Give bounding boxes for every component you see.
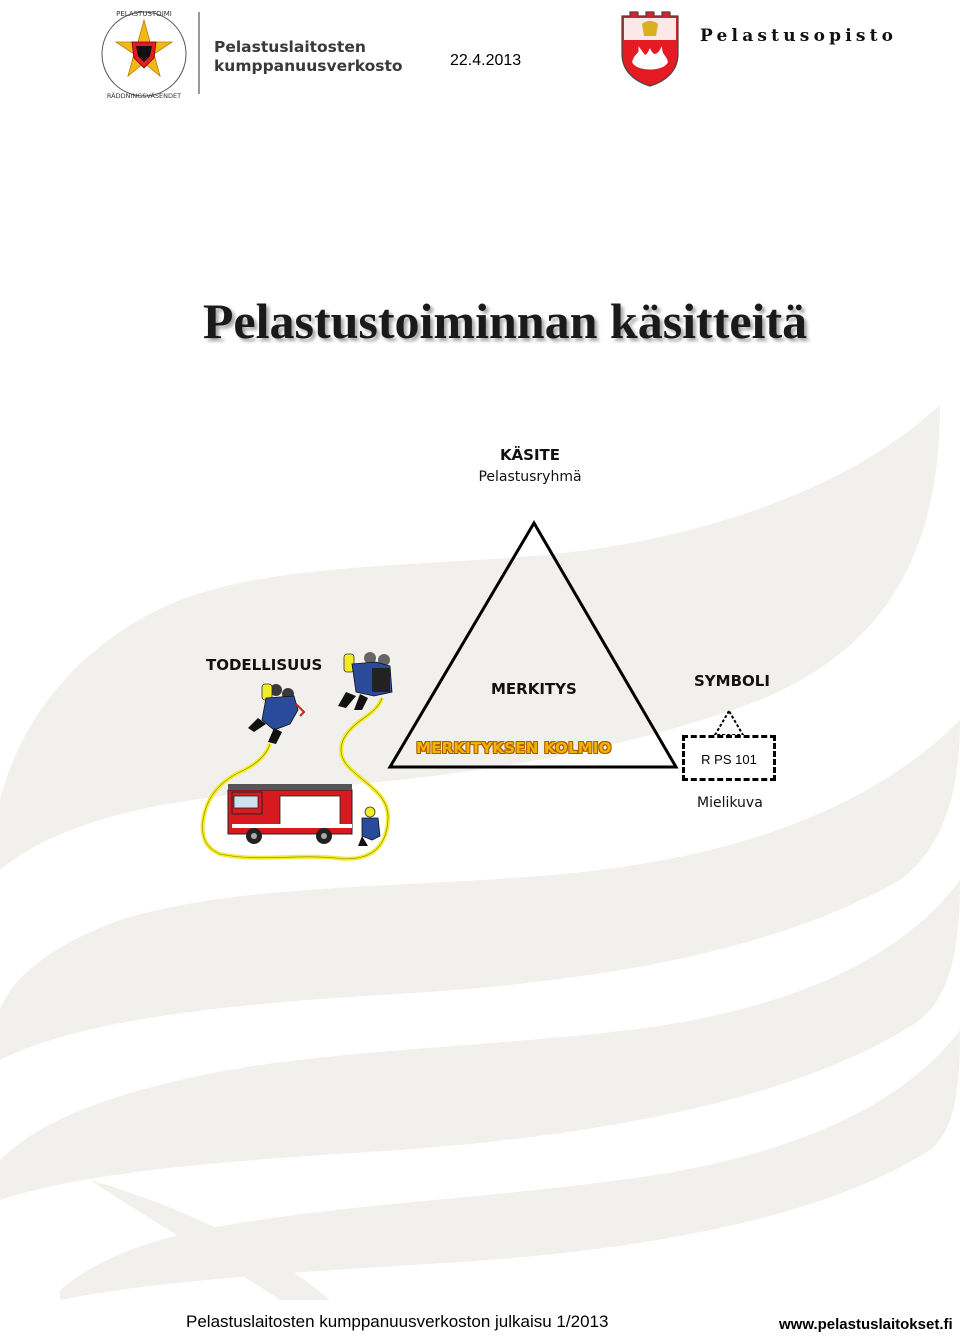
meaning-triangle — [380, 515, 690, 775]
org-name-line1: Pelastuslaitosten — [214, 38, 366, 56]
mental-image-label: Mielikuva — [697, 795, 763, 811]
symbol-text: R PS 101 — [701, 752, 757, 767]
fire-truck-icon — [228, 784, 352, 844]
pelastusopisto-crest-logo — [618, 10, 682, 88]
concept-label: KÄSITE — [499, 446, 561, 464]
symbol-triangle-icon — [712, 708, 746, 738]
concept-sublabel: Pelastusryhmä — [478, 469, 582, 485]
firefighters-right-icon — [338, 652, 392, 710]
publication-date: 22.4.2013 — [450, 52, 522, 69]
symbol-label: SYMBOLI — [694, 672, 770, 690]
truck-plate-text: R PS 101 — [312, 807, 340, 814]
svg-text:PELASTUSTOIMI: PELASTUSTOIMI — [116, 10, 172, 18]
page-title: Pelastustoiminnan käsitteitä — [202, 293, 808, 349]
pump-operator-icon — [358, 807, 380, 846]
svg-text:RÄDDNINGSVÄSENDET: RÄDDNINGSVÄSENDET — [106, 92, 182, 100]
brand-wordmark: Pelastusopisto — [700, 26, 898, 46]
pelastustoimi-emblem-logo — [96, 8, 192, 100]
meaning-label: MERKITYS — [491, 680, 577, 698]
partner-network-logo-text — [214, 38, 403, 76]
footer-website-link[interactable]: www.pelastuslaitokset.fi — [779, 1316, 953, 1333]
rescue-team-illustration — [196, 640, 410, 872]
logo-divider — [198, 12, 200, 94]
footer-publication: Pelastuslaitosten kumppanuusverkoston julkaisu 1/2013 — [186, 1312, 609, 1331]
org-name-line2: kumppanuusverkosto — [214, 57, 403, 75]
triangle-caption: MERKITYKSEN KOLMIO — [416, 739, 612, 757]
firefighters-left-icon — [248, 684, 304, 744]
reality-label: TODELLISUUS — [206, 656, 323, 674]
